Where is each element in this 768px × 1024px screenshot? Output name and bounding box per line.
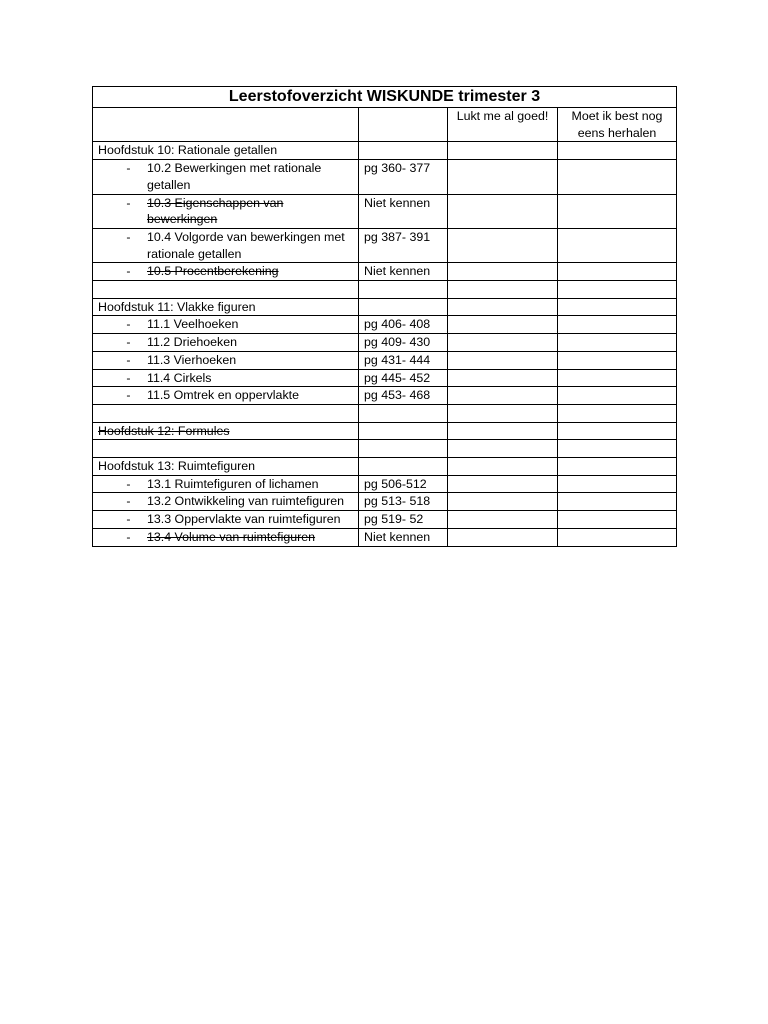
check-herhalen-cell: [558, 458, 677, 476]
list-dash: -: [126, 195, 131, 210]
check-goed-cell: [448, 263, 558, 281]
item-row: [93, 493, 677, 511]
page-cell: [359, 458, 448, 476]
blank-row: [93, 404, 677, 422]
item-label: 11.3 Vierhoeken: [147, 352, 237, 367]
check-herhalen-cell: [558, 228, 677, 262]
check-herhalen-cell: [558, 334, 677, 352]
item-row: [93, 160, 677, 194]
check-herhalen-cell: [558, 263, 677, 281]
check-herhalen-cell: [558, 142, 677, 160]
check-goed-cell: [448, 194, 558, 228]
list-dash: -: [126, 229, 131, 244]
chapter-row: [93, 298, 677, 316]
title-row: [93, 87, 677, 108]
check-goed-cell: [448, 458, 558, 476]
page-cell: pg 506-512: [359, 475, 448, 493]
check-herhalen-cell: [558, 387, 677, 405]
check-herhalen-cell: [558, 160, 677, 194]
item-label: 10.3 Eigenschappen van bewerkingen: [147, 195, 284, 227]
item-label: 11.1 Veelhoeken: [147, 317, 239, 332]
check-goed-cell: [448, 475, 558, 493]
list-dash: -: [126, 370, 131, 385]
page-cell: pg 445- 452: [359, 369, 448, 387]
page-cell: pg 519- 52: [359, 511, 448, 529]
blank-cell: [558, 440, 677, 458]
item-row: [93, 475, 677, 493]
blank-cell: [93, 281, 359, 299]
item-row: [93, 334, 677, 352]
item-row: [93, 316, 677, 334]
item-row: [93, 511, 677, 529]
item-cell: [93, 351, 359, 369]
list-dash: -: [126, 317, 131, 332]
item-row: [93, 351, 677, 369]
item-cell: [93, 387, 359, 405]
check-goed-cell: [448, 160, 558, 194]
check-goed-cell: [448, 369, 558, 387]
item-label: 10.5 Procentberekening: [147, 264, 279, 279]
page-cell: Niet kennen: [359, 528, 448, 546]
item-label: 13.3 Oppervlakte van ruimtefiguren: [147, 512, 341, 527]
check-herhalen-cell: [558, 493, 677, 511]
item-cell: [93, 493, 359, 511]
header-goed: Lukt me al goed!: [448, 108, 558, 142]
check-herhalen-cell: [558, 194, 677, 228]
page-cell: pg 431- 444: [359, 351, 448, 369]
list-dash: -: [126, 529, 131, 544]
item-cell: [93, 160, 359, 194]
item-cell: [93, 334, 359, 352]
check-herhalen-cell: [558, 369, 677, 387]
item-label: 13.4 Volume van ruimtefiguren: [147, 529, 316, 544]
check-goed-cell: [448, 228, 558, 262]
blank-cell: [448, 404, 558, 422]
chapter-label: Hoofdstuk 12: Formules: [93, 422, 359, 440]
item-row: [93, 528, 677, 546]
document-title: Leerstofoverzicht WISKUNDE trimester 3: [93, 87, 677, 108]
chapter-label: Hoofdstuk 11: Vlakke figuren: [93, 298, 359, 316]
item-cell: [93, 369, 359, 387]
chapter-row: [93, 422, 677, 440]
item-cell: [93, 528, 359, 546]
chapter-row: [93, 142, 677, 160]
item-label: 13.1 Ruimtefiguren of lichamen: [147, 476, 319, 491]
item-row: [93, 387, 677, 405]
check-herhalen-cell: [558, 475, 677, 493]
item-label: 11.4 Cirkels: [147, 370, 212, 385]
blank-cell: [93, 440, 359, 458]
item-label: 10.4 Volgorde van bewerkingen met rationale getallen: [147, 229, 345, 261]
list-dash: -: [126, 388, 131, 403]
header-row: [93, 108, 677, 142]
item-row: [93, 263, 677, 281]
blank-cell: [359, 281, 448, 299]
blank-cell: [448, 440, 558, 458]
page-cell: [359, 142, 448, 160]
item-cell: [93, 475, 359, 493]
item-cell: [93, 263, 359, 281]
list-dash: -: [126, 264, 131, 279]
blank-row: [93, 440, 677, 458]
item-label: 10.2 Bewerkingen met rationale getallen: [147, 161, 322, 192]
check-herhalen-cell: [558, 422, 677, 440]
item-cell: [93, 511, 359, 529]
check-goed-cell: [448, 528, 558, 546]
blank-cell: [558, 404, 677, 422]
check-goed-cell: [448, 351, 558, 369]
page-cell: Niet kennen: [359, 263, 448, 281]
item-row: [93, 369, 677, 387]
blank-cell: [359, 440, 448, 458]
check-goed-cell: [448, 298, 558, 316]
chapter-label: Hoofdstuk 13: Ruimtefiguren: [93, 458, 359, 476]
page-cell: pg 513- 518: [359, 493, 448, 511]
check-herhalen-cell: [558, 351, 677, 369]
item-label: 11.5 Omtrek en oppervlakte: [147, 388, 299, 403]
list-dash: -: [126, 352, 131, 367]
blank-cell: [359, 404, 448, 422]
item-row: [93, 228, 677, 262]
check-goed-cell: [448, 511, 558, 529]
item-cell: [93, 194, 359, 228]
blank-cell: [448, 281, 558, 299]
list-dash: -: [126, 161, 131, 176]
item-label: 13.2 Ontwikkeling van ruimtefiguren: [147, 494, 344, 509]
page-cell: [359, 422, 448, 440]
page-cell: pg 409- 430: [359, 334, 448, 352]
page-cell: pg 360- 377: [359, 160, 448, 194]
check-goed-cell: [448, 142, 558, 160]
check-herhalen-cell: [558, 316, 677, 334]
check-goed-cell: [448, 422, 558, 440]
check-herhalen-cell: [558, 528, 677, 546]
blank-cell: [558, 281, 677, 299]
page-cell: [359, 298, 448, 316]
check-herhalen-cell: [558, 511, 677, 529]
check-goed-cell: [448, 316, 558, 334]
blank-row: [93, 281, 677, 299]
check-goed-cell: [448, 493, 558, 511]
check-herhalen-cell: [558, 298, 677, 316]
check-goed-cell: [448, 387, 558, 405]
header-topic: [93, 108, 359, 142]
item-cell: [93, 316, 359, 334]
item-label: 11.2 Driehoeken: [147, 335, 238, 350]
list-dash: -: [126, 476, 131, 491]
chapter-row: [93, 458, 677, 476]
check-goed-cell: [448, 334, 558, 352]
overview-table: [92, 86, 677, 547]
header-herhalen: Moet ik best nog eens herhalen: [558, 108, 677, 142]
header-pages: [359, 108, 448, 142]
page-cell: pg 453- 468: [359, 387, 448, 405]
item-row: [93, 194, 677, 228]
list-dash: -: [126, 494, 131, 509]
page-cell: Niet kennen: [359, 194, 448, 228]
blank-cell: [93, 404, 359, 422]
page-cell: pg 387- 391: [359, 228, 448, 262]
list-dash: -: [126, 335, 131, 350]
page-cell: pg 406- 408: [359, 316, 448, 334]
chapter-label: Hoofdstuk 10: Rationale getallen: [93, 142, 359, 160]
item-cell: [93, 228, 359, 262]
list-dash: -: [126, 512, 131, 527]
